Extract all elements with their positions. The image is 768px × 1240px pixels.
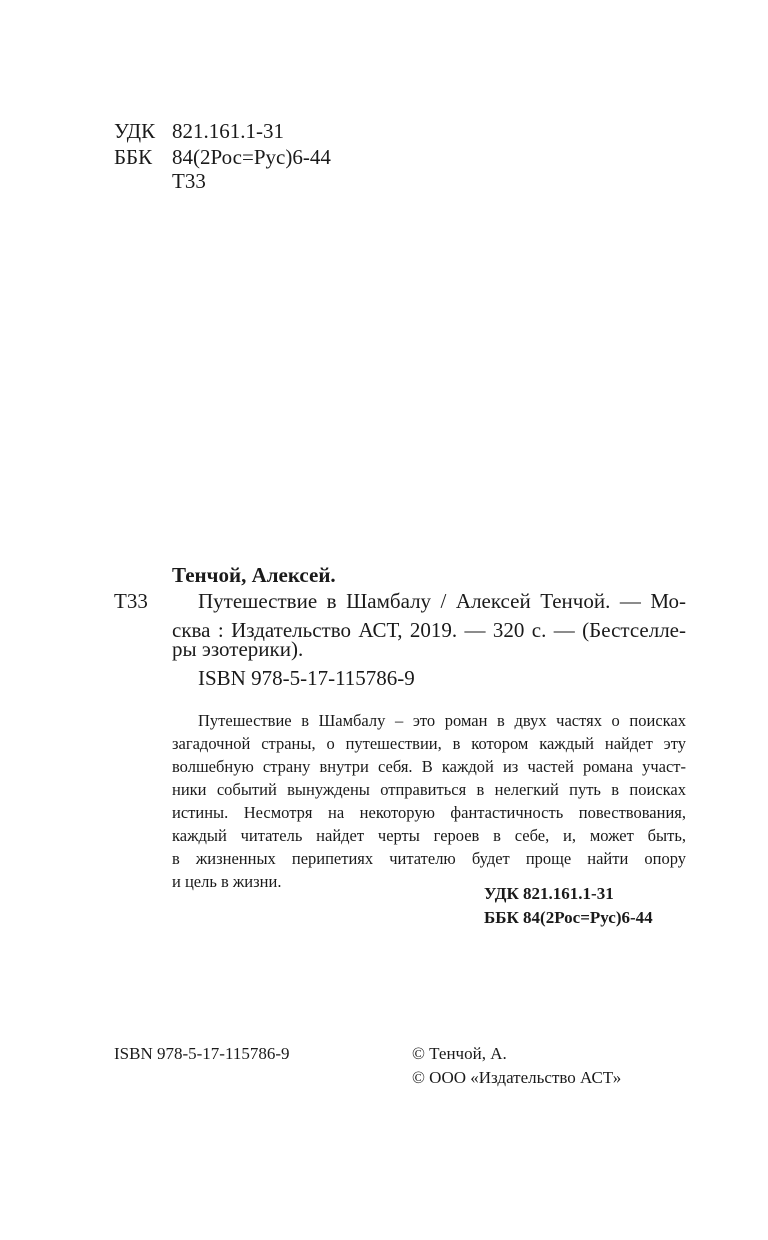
title-line-1 [198, 587, 686, 616]
annotation [172, 709, 686, 893]
record-isbn: ISBN 978-5-17-115786-9 [198, 666, 415, 690]
annotation-line: загадочной страны, о путешествии, в котором каждый найдет эту [172, 734, 686, 753]
author-mark: Т33 [172, 169, 206, 193]
title-line-1-text: Путешествие в Шамбалу / Алексей Тенчой. — Мо- [198, 589, 686, 613]
title-line-2-text: сква : Издательство АСТ, 2019. — 320 с. — (Бестселле- [172, 618, 686, 642]
udk-value: 821.161.1-31 [172, 119, 284, 143]
record-author-mark: Т33 [114, 589, 148, 613]
bbk-value: 84(2Рос=Рус)6-44 [172, 145, 331, 169]
footer-isbn: ISBN 978-5-17-115786-9 [114, 1044, 290, 1063]
index-udk: УДК 821.161.1-31 [484, 884, 614, 903]
author-heading: Тенчой, Алексей. [172, 563, 336, 587]
annotation-line: волшебную страну внутри себя. В каждой из частей романа участ- [172, 757, 686, 776]
annotation-line: ники событий вынуждены отправиться в нелегкий путь в поисках [172, 780, 686, 799]
annotation-line: истины. Несмотря на некоторую фантастичность повествования, [172, 803, 686, 822]
bbk-label: ББК [114, 145, 153, 169]
copyright-author: © Тенчой, А. [412, 1044, 507, 1063]
annotation-line: и цель в жизни. [172, 872, 282, 891]
annotation-line: каждый читатель найдет черты героев в себе, и, может быть, [172, 826, 686, 845]
annotation-line: в жизненных перипетиях читателю будет проще найти опору [172, 849, 686, 868]
udk-label: УДК [114, 119, 156, 143]
annotation-line: Путешествие в Шамбалу – это роман в двух частях о поисках [198, 711, 686, 730]
title-line-3: ры эзотерики). [172, 637, 304, 661]
index-bbk: ББК 84(2Рос=Рус)6-44 [484, 908, 653, 927]
copyright-publisher: © ООО «Издательство АСТ» [412, 1068, 622, 1087]
